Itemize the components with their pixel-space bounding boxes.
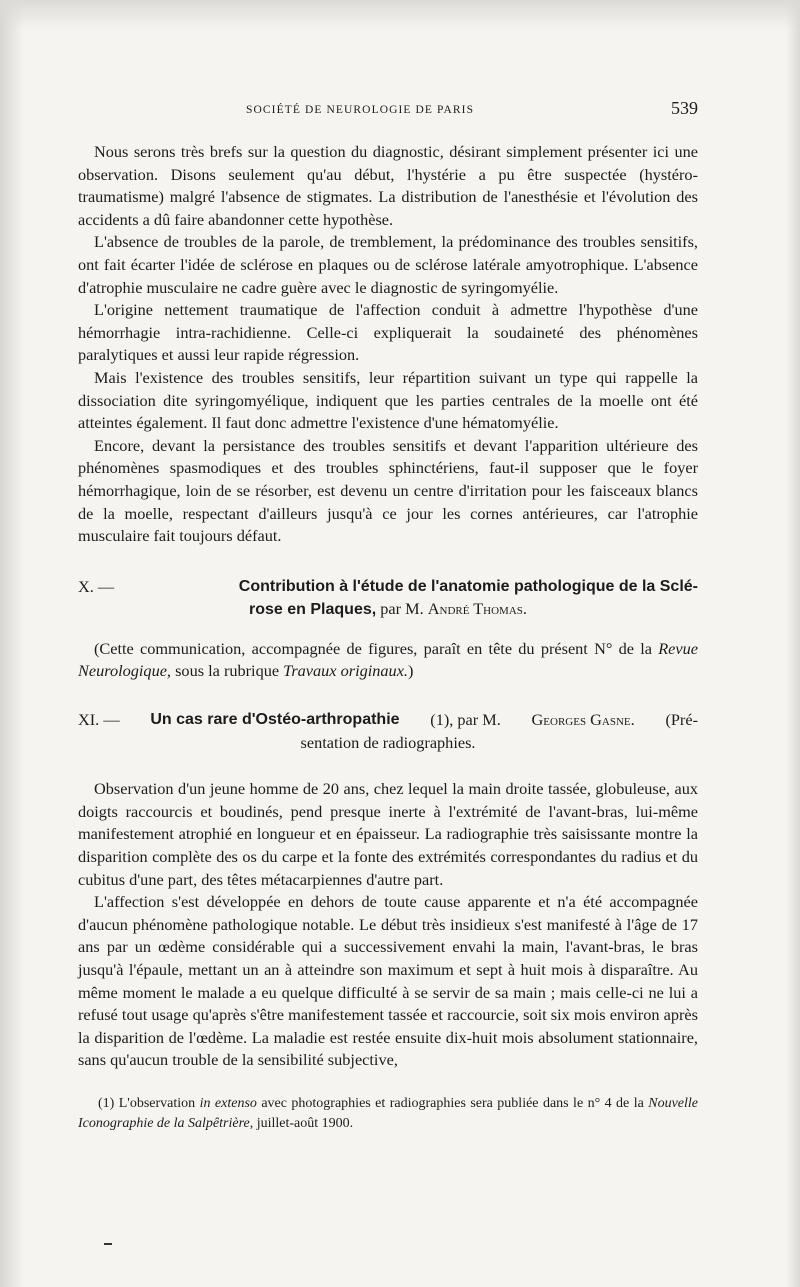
note-text-middle: sous la rubrique — [175, 661, 280, 681]
paragraph: Encore, devant la persistance des troubles sensitifs et devant l'apparition ultérieure des phénomènes spasmodiques et des troubles sphinctériens, faut-il supposer que le foyer hémorrhagique, loin de se résorber, est devenu un centre d'irritation pour les faisceaux blancs de la moelle, respectant d'ailleurs jusqu'à ce jour les cornes antérieures, car l'atrophie musculaire fait toujours défaut. — [78, 435, 698, 546]
footnote-text: avec photographies et radiographies sera publiée dans le n° 4 de la — [261, 1095, 644, 1111]
note-rubric: Travaux originaux. — [283, 661, 408, 681]
page-body — [78, 141, 698, 1135]
section-x-title-2: rose en Plaques, — [249, 601, 377, 619]
note-text-after: ) — [408, 661, 414, 681]
footnote-marker: (1) L'observation — [98, 1095, 196, 1111]
paragraph: Mais l'existence des troubles sensitifs, leur répartition suivant un type qui rappelle la dissociation dite syringomyélique, indiquent que les parties centrales de la moelle ont été atteintes également. Il faut donc admettre l'existence d'une hématomyélie. — [78, 367, 698, 433]
scan-shadow-right — [786, 0, 800, 1287]
paragraph: L'origine nettement traumatique de l'affection conduit à admettre l'hypothèse d'une hémorrhagie intra-rachidienne. Celle-ci expliquerait la soudaineté des phénomènes paralytiques et aussi leur rapide régression. — [78, 300, 698, 365]
footnote — [78, 1094, 698, 1135]
footnote-date: juillet-août 1900. — [256, 1116, 354, 1132]
section-x-number: X. — — [78, 576, 115, 596]
paragraph: Nous serons très brefs sur la question du diagnostic, désirant simplement présenter ici une observation. Disons seulement qu'au début, l'hystérie a pu être suspectée (hystéro-traumatisme) malgré l'absence de stigmates. La distribution de l'anesthésie et l'évolution des accidents a dû faire abandonner cette hypothèse. — [78, 142, 698, 229]
footnote-journal: Nouvelle Iconographie de la Salpêtrière, — [78, 1095, 699, 1132]
note-text-before: (Cette communication, accompagnée de figures, paraît en tête du présent N° de la — [94, 638, 652, 658]
paragraph: L'affection s'est développée en dehors de toute cause apparente et n'a été accompagnée d'aucun phénomène pathologique notable. Le début très insidieux s'est manifesté à l'âge de 17 ans par un œdème considérable qui a successivement envahi la main, l'avant-bras, le bras jusqu'à l'épaule, mettant un an à atteindre son maximum et sept à huit mois à disparaître. Au même moment le malade a eu quelque difficulté à se servir de sa main ; mais celle-ci ne lui a refusé tout usage qu'après s'être manifestement tassée et raccourcie, soit six mois environ après la disparition de l'œdème. La maladie est restée ensuite dix-huit mois absolument stationnaire, sans qu'aucun trouble de la sensibilité subjective, — [78, 892, 698, 1070]
section-x-title-1: Contribution à l'étude de l'anatomie pathologique de la Sclé- — [238, 577, 698, 595]
section-x-by: par M. — [380, 599, 424, 619]
section-xi-ref: (1), par M. — [430, 710, 501, 730]
section-x-line-1 — [78, 576, 698, 599]
section-xi-heading — [78, 709, 698, 754]
paragraph: L'absence de troubles de la parole, de tremblement, la prédominance des troubles sensitifs, ont fait écarter l'idée de sclérose en plaques ou de sclérose latérale amyotrophique. L'absence d'atrophie musculaire ne cadre guère avec le diagnostic de syringomyélie. — [78, 232, 698, 297]
print-mark — [104, 1243, 112, 1245]
running-head: SOCIÉTÉ DE NEUROLOGIE DE PARIS — [246, 104, 475, 116]
section-xi-subtitle-end: sentation de radiographies. — [300, 732, 476, 752]
section-xi-line-2 — [78, 732, 698, 755]
section-x-line-2 — [78, 598, 698, 622]
section-x-author: André Thomas. — [427, 599, 527, 619]
paragraph: Observation d'un jeune homme de 20 ans, chez lequel la main droite tassée, globuleuse, aux doigts raccourcis et boudinés, pend presque inerte à l'extrémité de l'avant-bras, lui-même manifestement atrophié en longueur et en épaisseur. La radiographie très saisissante montre la disparition complète des os du carpe et la fonte des extrémités correspondantes du radius et du cubitus d'une part, des têtes métacarpiennes d'autre part. — [78, 779, 698, 889]
footnote-phrase: in extenso — [199, 1095, 257, 1111]
page-header — [78, 98, 710, 122]
section-xi-title: Un cas rare d'Ostéo-arthropathie — [150, 711, 400, 729]
section-xi-number: XI. — — [78, 710, 120, 730]
section-x-heading — [78, 576, 698, 622]
section-xi-author: Georges Gasne. — [531, 710, 635, 730]
scan-shadow-left — [0, 0, 24, 1287]
section-xi-line-1 — [78, 709, 698, 732]
section-xi-subtitle-start: (Pré- — [665, 710, 698, 730]
page-number: 539 — [671, 98, 698, 118]
section-x-note — [78, 638, 698, 683]
note-journal: Revue Neurologique, — [78, 638, 698, 681]
scan-shadow-top — [0, 0, 800, 30]
